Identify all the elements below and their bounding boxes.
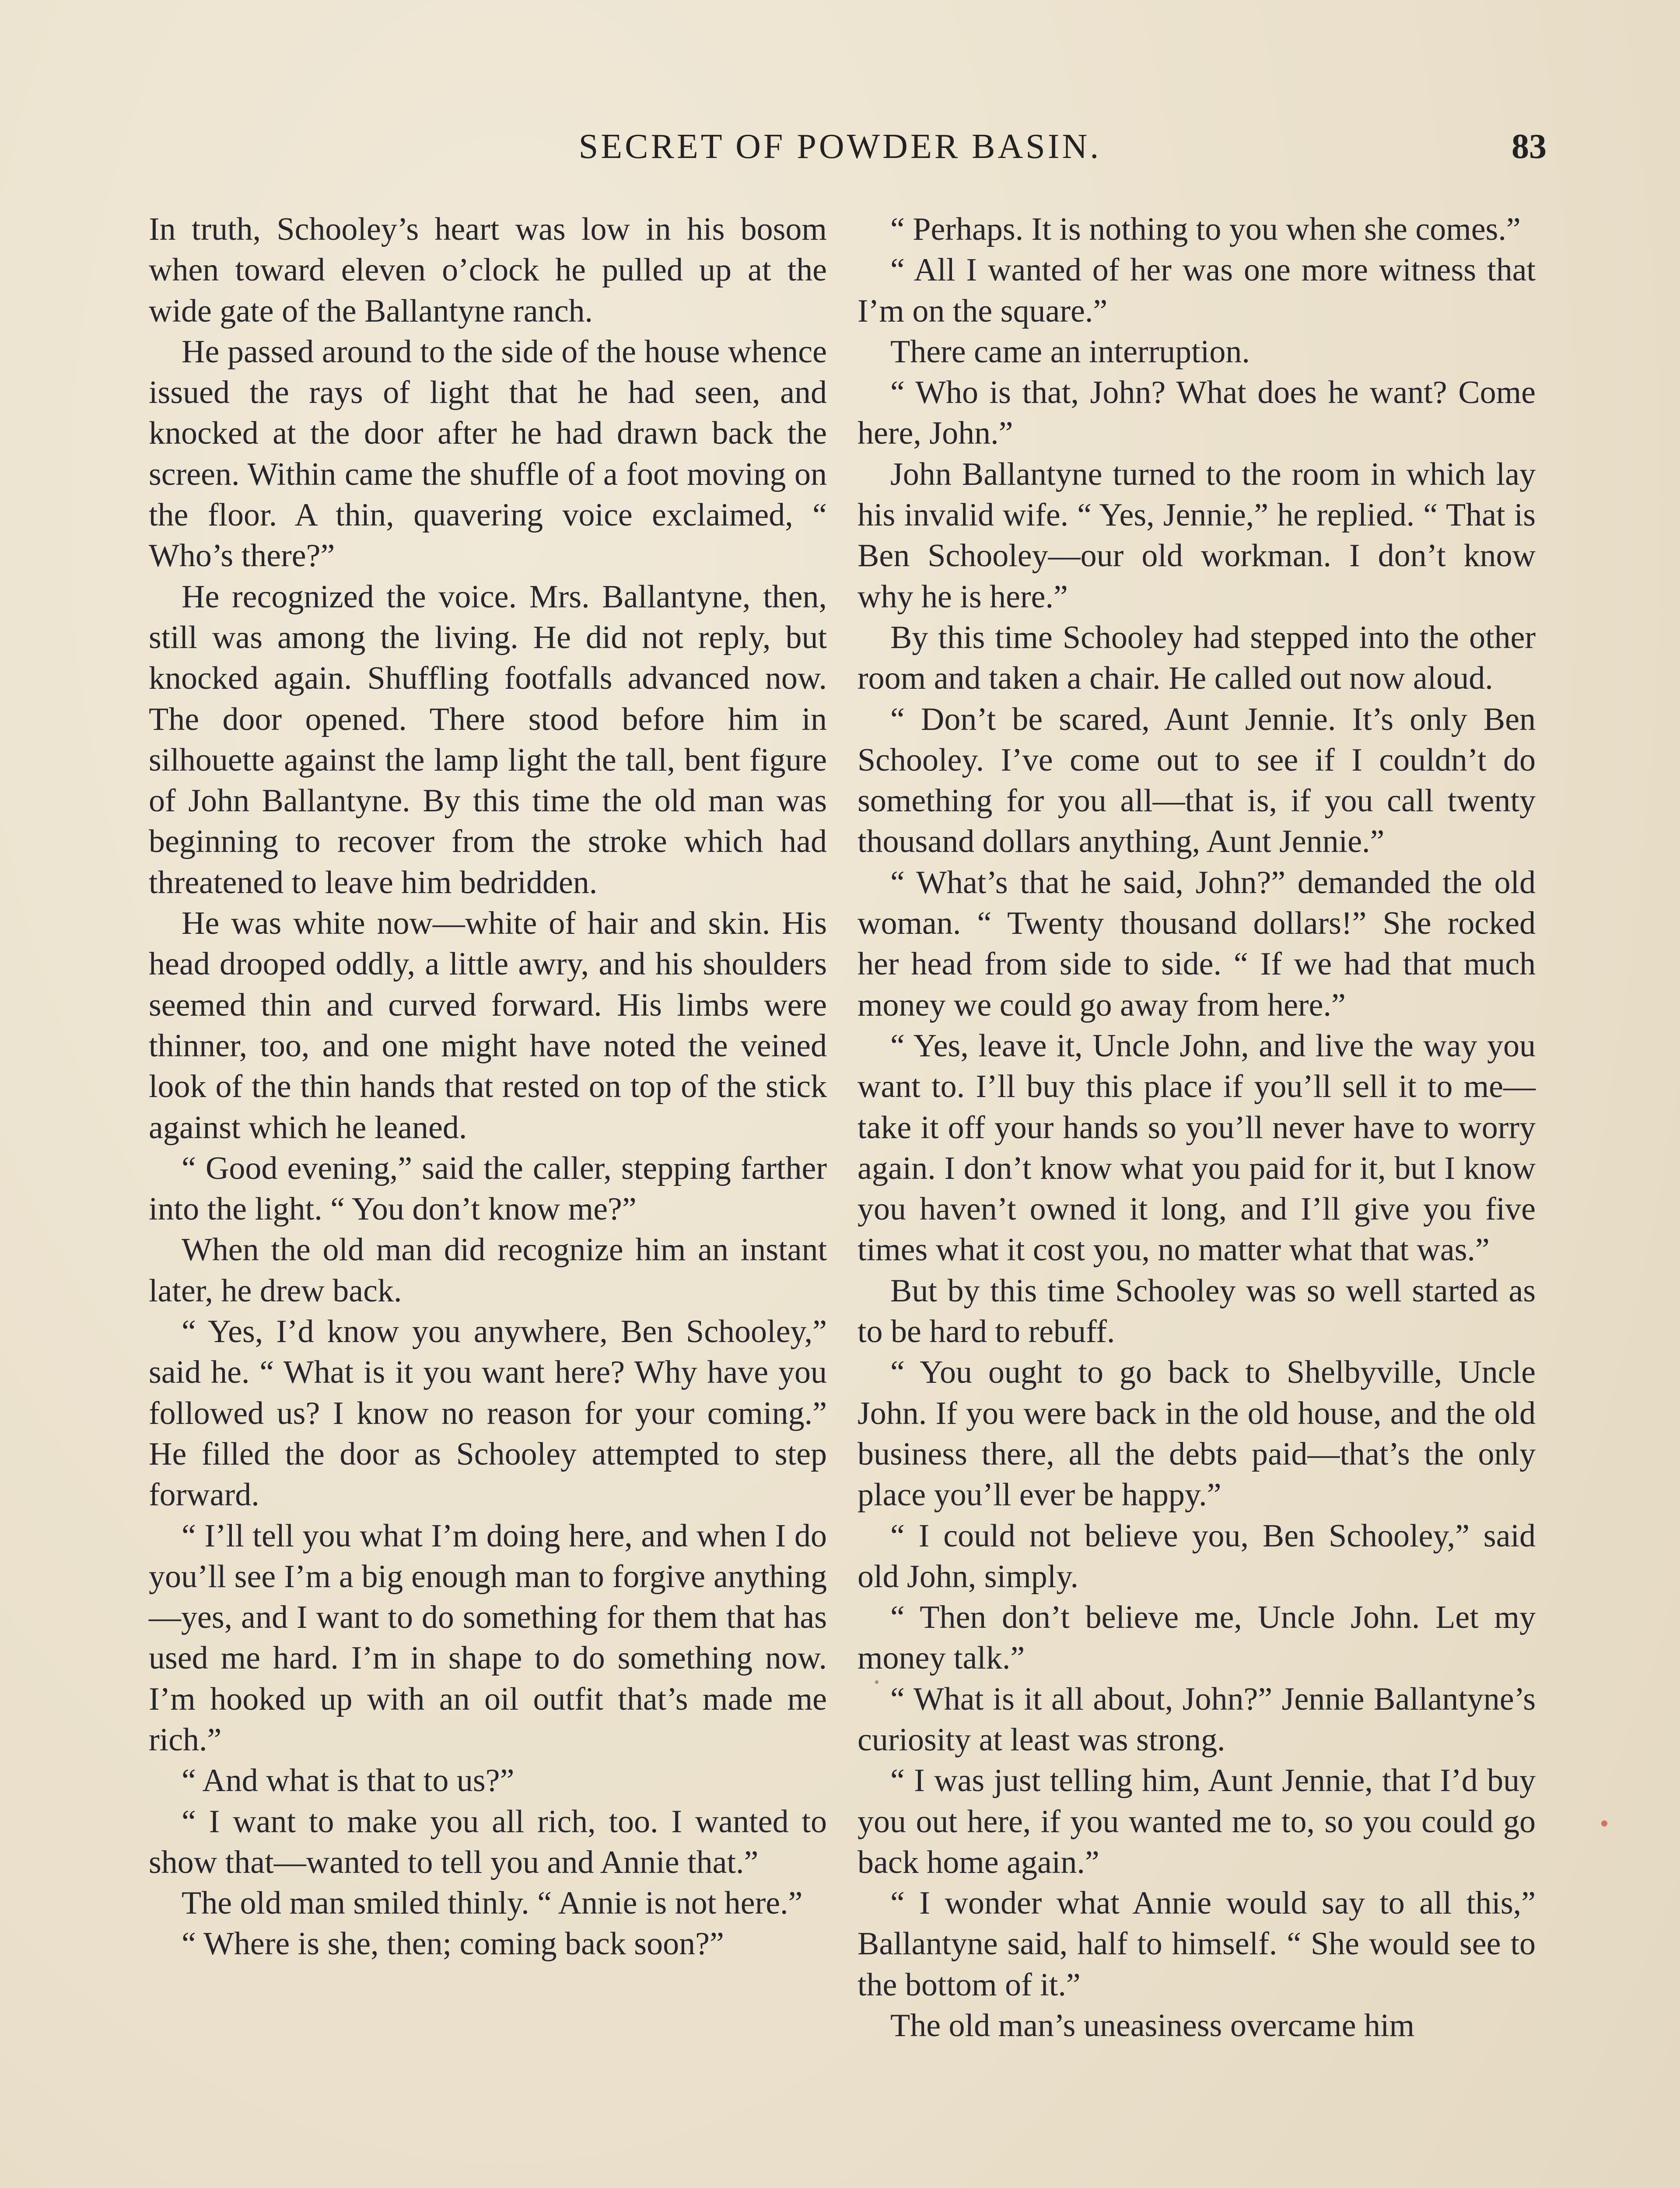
paragraph: He was white now—white of hair and skin. His head drooped oddly, a little awry, and his shoulders seemed thin and curved forward. His limbs were thinner, too, and one might have noted the veined look of the thin hands that rested on top of the stick against which he leaned. [149, 905, 827, 1146]
paragraph: “ Perhaps. It is nothing to you when she comes.” [890, 211, 1521, 247]
page-number: 83 [1512, 127, 1547, 166]
paragraph: He passed around to the side of the house whence issued the rays of light that he had seen, and knocked at the door after he had drawn back the screen. Within came the shuffle of a foot moving on the floor. A thin, quavering voice exclaimed, “ Who’s there?” [149, 333, 827, 574]
right-column [858, 209, 1536, 2046]
paragraph: “ I want to make you all rich, too. I wanted to show that—wanted to tell you and Annie that.” [149, 1803, 827, 1880]
paragraph: “ I could not believe you, Ben Schooley,” said old John, simply. [858, 1518, 1536, 1595]
paragraph: By this time Schooley had stepped into the other room and taken a chair. He called out now aloud. [858, 619, 1536, 697]
paper-speck [1601, 1820, 1607, 1827]
page-header [0, 127, 1680, 175]
paragraph: But by this time Schooley was so well started as to be hard to rebuff. [858, 1273, 1536, 1350]
paragraph: The old man smiled thinly. “ Annie is not here.” [182, 1885, 803, 1922]
paragraph: “ I was just telling him, Aunt Jennie, that I’d buy you out here, if you wanted me to, so you could go back home again.” [858, 1763, 1536, 1880]
left-column [149, 209, 827, 1965]
paragraph: There came an interruption. [890, 333, 1250, 370]
paragraph: “ Who is that, John? What does he want? Come here, John.” [858, 375, 1536, 452]
paragraph: “ Yes, leave it, Uncle John, and live the way you want to. I’ll buy this place if you’ll sell it to me—take it off your hands so you’ll never have to worry again. I don’t know what you paid for it, but I know you haven’t owned it long, and I’ll give you five times what it cost you, no matter what that was.” [858, 1027, 1536, 1268]
paragraph: “ And what is that to us?” [182, 1763, 514, 1799]
paragraph: The old man’s uneasiness overcame him [890, 2008, 1415, 2044]
paragraph: “ Good evening,” said the caller, stepping farther into the light. “ You don’t know me?” [149, 1150, 827, 1227]
paragraph: In truth, Schooley’s heart was low in his bosom when toward eleven o’clock he pulled up at the wide gate of the Ballantyne ranch. [149, 211, 827, 329]
paragraph: John Ballantyne turned to the room in which lay his invalid wife. “ Yes, Jennie,” he replied. “ That is Ben Schooley—our old workman. I don’t know why he is here.” [858, 456, 1536, 615]
paragraph: “ What is it all about, John?” Jennie Ballantyne’s curiosity at least was strong. [858, 1681, 1536, 1758]
running-title: SECRET OF POWDER BASIN. [578, 127, 1102, 166]
paragraph: “ I wonder what Annie would say to all this,” Ballantyne said, half to himself. “ She would see to the bottom of it.” [858, 1885, 1536, 2003]
paragraph: “ What’s that he said, John?” demanded the old woman. “ Twenty thousand dollars!” She rocked her head from side to side. “ If we had that much money we could go away from here.” [858, 864, 1536, 1023]
paragraph: He recognized the voice. Mrs. Ballantyne, then, still was among the living. He did not reply, but knocked again. Shuffling footfalls advanced now. The door opened. There stood before him in silhouette against the lamp light the tall, bent figure of John Ballantyne. By this time the old man was beginning to recover from the stroke which had threatened to leave him bedridden. [149, 579, 827, 901]
paragraph: “ Then don’t believe me, Uncle John. Let my money talk.” [858, 1599, 1536, 1676]
paper-speck [875, 1680, 878, 1684]
paragraph: When the old man did recognize him an instant later, he drew back. [149, 1232, 827, 1309]
paragraph: “ I’ll tell you what I’m doing here, and when I do you’ll see I’m a big enough man to forgive anything—yes, and I want to do something for them that has used me hard. I’m in shape to do something now. I’m hooked up with an oil outfit that’s made me rich.” [149, 1518, 827, 1758]
paragraph: “ Don’t be scared, Aunt Jennie. It’s only Ben Schooley. I’ve come out to see if I couldn’t do something for you all—that is, if you call twenty thousand dollars anything, Aunt Jennie.” [858, 701, 1536, 860]
paragraph: “ You ought to go back to Shelbyville, Uncle John. If you were back in the old house, and the old business there, all the debts paid—that’s the only place you’ll ever be happy.” [858, 1354, 1536, 1513]
paragraph: “ All I wanted of her was one more witness that I’m on the square.” [858, 252, 1536, 329]
paragraph: “ Yes, I’d know you anywhere, Ben Schooley,” said he. “ What is it you want here? Why have you followed us? I know no reason for your coming.” He filled the door as Schooley attempted to step forward. [149, 1314, 827, 1513]
paragraph: “ Where is she, then; coming back soon?” [182, 1926, 724, 1962]
